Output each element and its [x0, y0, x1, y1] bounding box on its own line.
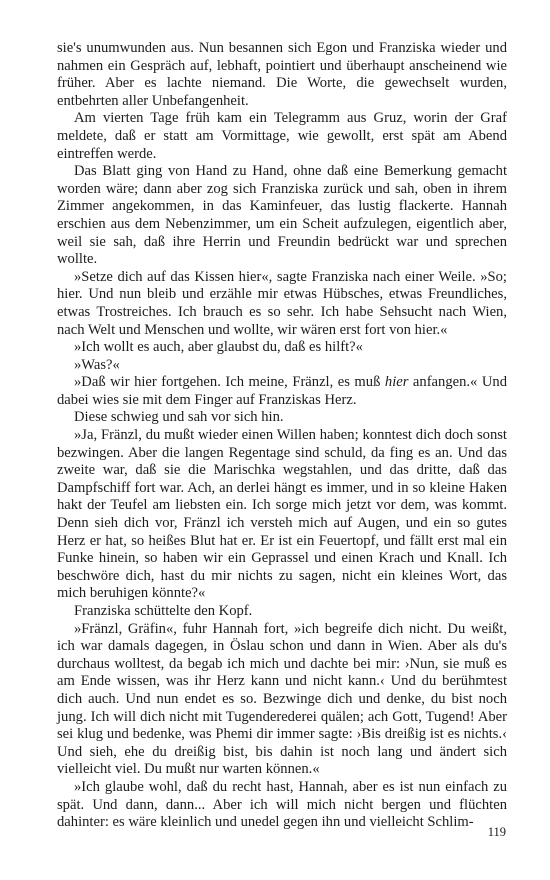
paragraph-text: anfangen.« Und dabei wies sie mit dem Finger auf Franziskas Herz. [57, 374, 507, 408]
page-number: 119 [487, 825, 506, 839]
paragraph: sie's unumwunden aus. Nun besannen sich Egon und Franziska wieder und nahmen ein Gespräch auf, lebhaft, pointiert und überhaupt anscheinend wie früher. Aber es lachte niemand. Die Worte, die gewechselt wurden, entbehrten aller Unbefangenheit. [57, 40, 507, 109]
paragraph: »Setze dich auf das Kissen hier«, sagte Franziska nach einer Weile. »So; hier. Und nun bleib und erzähle mir etwas Hübsches, etwas Freundliches, etwas Trostreiches. Ich brauch es so sehr. Ich habe Sehsucht nach Wien, nach Welt und Menschen und wollte, wir wären erst fort von hier.« [57, 268, 507, 338]
paragraph: »Was?« [74, 356, 120, 373]
paragraph-text: »Daß wir hier fortgehen. Ich meine, Fränzl, es muß [74, 374, 385, 391]
paragraph: Franziska schüttelte den Kopf. [74, 603, 253, 619]
paragraph: »Ja, Fränzl, du mußt wieder einen Willen haben; konntest dich doch sonst bezwingen. Aber die langen Regentage sind schuld, da fing es an. Und das zweite war, daß sie die Marischka wegstahlen, und das dritte, daß das Dampfschiff fort war. Ach, an derlei hängt es immer, und in so kleine Haken hakt der Teufel am liebsten ein. Ich sorge mich jetzt vor dem, was kommt. Denn sieh dich vor, Fränzl ich versteh mich auf Augen, und ein so gutes Herz er hat, so heißes Blut hat er. Er ist ein Feuertopf, und fällt erst mal ein Funke hinein, so haben wir ein Geprassel und einen Krach und Knall. Ich beschwöre dich, hast du mir nichts zu sagen, nicht ein kleines Wort, das mich beruhigen könnte?« [57, 427, 507, 602]
paragraph: Das Blatt ging von Hand zu Hand, ohne daß eine Bemerkung gemacht worden wäre; dann aber zog sich Franziska zurück und sah, oben in ihrem Zimmer angekommen, in das Kaminfeuer, das lustig flackerte. Hannah erschien aus dem Nebenzimmer, um ein Scheit aufzulegen, eigentlich aber, weil sie sah, daß ihre Herrin und Freundin bedrückt war und sprechen wollte. [57, 163, 507, 268]
book-page-text [57, 40, 507, 832]
emphasized-word: hier [384, 374, 409, 391]
paragraph: Am vierten Tage früh kam ein Telegramm aus Gruz, worin der Graf meldete, daß er statt am Vormittage, wie gewollt, erst spät am Abend eintreffen werde. [57, 110, 507, 162]
paragraph [57, 374, 507, 409]
paragraph: »Ich glaube wohl, daß du recht hast, Hannah, aber es ist nun einfach zu spät. Und dann, dann... Aber ich will mich nicht bergen und flüchten dahinter: es wäre kleinlich und unedel gegen ihn und vielleicht Schlim- [57, 778, 507, 831]
paragraph: Diese schwieg und sah vor sich hin. [74, 409, 284, 426]
paragraph: »Fränzl, Gräfin«, fuhr Hannah fort, »ich begreife dich nicht. Du weißt, ich war damals dagegen, in Öslau schon und dann in Wien. Aber als du's durchaus wolltest, da begab ich mich und dachte bei mir: ›Nun, sie muß es am Ende wissen, was ihr Herz kann und nicht kann.‹ Und du berühmtest dich auch. Und nun endet es so. Bezwinge dich und denke, du bist noch jung. Ich will dich nicht mit Tugenderederei quälen; ach Gott, Tugend! Aber sei klug und bedenke, was Phemi dir immer sagte: ›Bis dreißig ist es nichts.‹ Und sieh, ehe du dreißig bist, bis dahin ist noch lang und ändert sich vielleicht viel. Du mußt nur warten können.« [57, 620, 507, 778]
paragraph: »Ich wollt es auch, aber glaubst du, daß es hilft?« [74, 339, 363, 356]
